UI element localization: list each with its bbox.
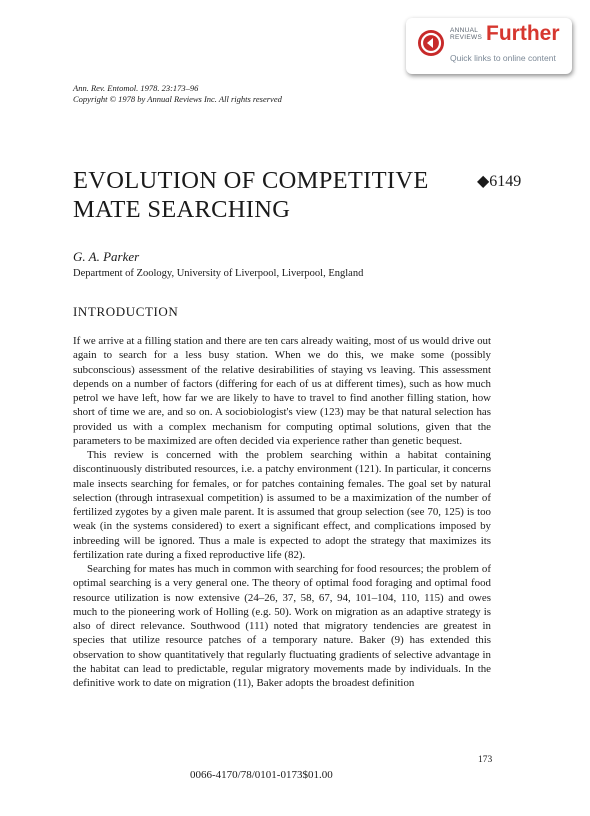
paragraph: If we arrive at a filling station and there are ten cars already waiting, most of us would drive out again to search for a less busy station. When we do this, we make some (possibly subconscious) assessment of the relative desirabilities of staying vs leaving. This assessment depends on a number of factors (differing for each of us at different times), such as how much petrol we have left, how far we are likely to have to travel to find another filling station, how short of time we are, and so on. A sociobiologist's view (123) may be that natural selection has provided us with a complex mechanism for computing optimal solutions, given that the parameters to be maximized are often decided via experience rather than genetic bequest. [73,335,491,447]
page-number: 173 [478,755,493,765]
title-line-2: MATE SEARCHING [73,196,291,223]
annual-reviews-further-badge[interactable] [406,18,572,74]
paragraph: Searching for mates has much in common with searching for food resources; the problem of optimal searching is a very general one. The theory of optimal food foraging and optimal food resource utilization is now extensive (24–26, 37, 58, 67, 94, 101–104, 110, 115) and owes much to the pioneering work of Holling (e.g. 50). Work on migration as an adaptive strategy is also of direct relevance. Southwood (111) noted that migratory tendencies are greatest in species that utilize resource patches of a temporary nature. Baker (9) has extended this observation to show quantitatively that regularly fluctuating gradients of selective advantage in the habitat can lead to predictable, regular migratory movements made by individuals. In the definitive work to date on migration (11), Baker adopts the broadest definition [73,563,491,689]
copyright-line: Copyright © 1978 by Annual Reviews Inc. All rights reserved [73,93,282,104]
citation-line: Ann. Rev. Entomol. 1978. 23:173–96 [73,83,199,93]
further-label: Further [486,22,560,45]
paragraph: This review is concerned with the problem searching within a habitat containing discontinuously distributed resources, i.e. a patchy environment (121). In particular, it concerns male insects searching for females, or for patches containing females. The goal set by natural selection (through intrasexual competition) is assumed to be a maximization of the number of fertilized zygotes by a given male parent. It is assumed that group selection (see 70, 125) is too weak (in the systems considered) to exert a significant effect, and complications imposed by inbreeding will be ignored. Thus a male is expected to adopt the strategy that maximizes its fertilization rate during a fixed reproductive life (82). [73,449,491,561]
article-code: ◆6149 [477,173,522,190]
annual-reviews-logo-icon [418,30,444,56]
article-body [73,334,491,690]
footer-code: 0066-4170/78/0101-0173$01.00 [190,769,333,781]
annual-reviews-wordmark [450,27,482,41]
title-line-1: EVOLUTION OF COMPETITIVE [73,167,429,194]
further-subtitle: Quick links to online content [450,53,556,63]
author-name: G. A. Parker [73,249,140,264]
journal-citation [73,83,282,104]
reviews-word: REVIEWS [450,34,483,41]
author-affiliation: Department of Zoology, University of Liverpool, Liverpool, England [73,268,364,279]
annual-word: ANNUAL [450,27,479,34]
section-heading: INTRODUCTION [73,304,179,319]
article-title [73,166,433,224]
